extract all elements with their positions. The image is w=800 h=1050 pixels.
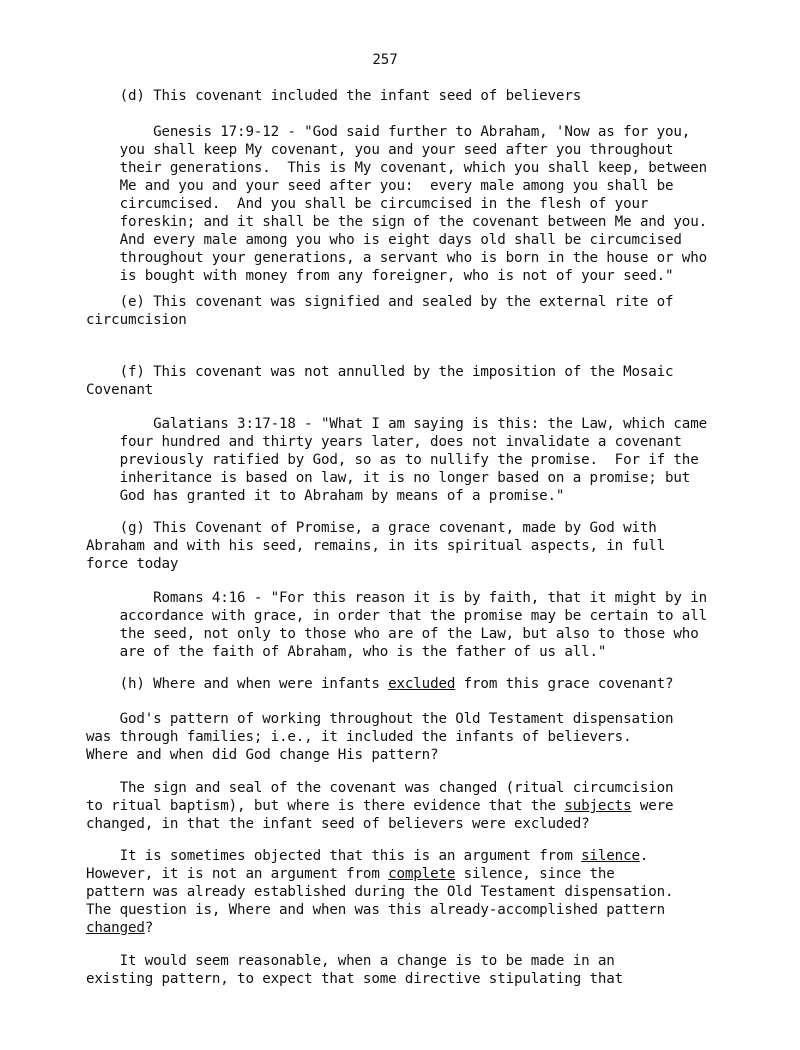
heading-d: (d) This covenant included the infant seed of believers bbox=[86, 88, 582, 104]
paragraph-silence-underlined-2: complete bbox=[388, 866, 456, 882]
heading-h-text: (h) Where and when were infants bbox=[86, 676, 389, 692]
paragraph-silence bbox=[86, 847, 786, 937]
paragraph-silence-underlined-3: changed bbox=[86, 920, 145, 936]
galatians-quote: Galatians 3:17-18 - "What I am saying is this: the Law, which came four hundred and thirty years later, does not invalidate a covenant previously ratified by God, so as to nullify the promise. For if the inheritance is based on law, it is no longer based on a promise; but God has granted it to Abraham by means of a promise." bbox=[119, 416, 707, 504]
genesis-quote: Genesis 17:9-12 - "God said further to Abraham, 'Now as for you, you shall keep My covenant, you and your seed after you throughout their generations. This is My covenant, which you shall keep, between Me and you and your seed after you: every male among you shall be circumcised. And you shall be circumcised in the flesh of your foreskin; and it shall be the sign of the covenant between Me and you. And every male among you who is eight days old shall be circumcised throughout your generations, a servant who is born in the house or who is bought with money from any foreigner, who is not of your seed." bbox=[119, 124, 707, 284]
heading-h-text-end: from this grace covenant? bbox=[455, 676, 674, 692]
heading-h bbox=[86, 675, 786, 693]
paragraph-silence-text-3: silence, since the pattern was already established during the Old Testament dispensation. The question is, Where and when was this already-accomplished pattern bbox=[86, 866, 674, 918]
paragraph-silence-text-4: ? bbox=[144, 920, 154, 936]
paragraph-sign-seal-text-end: were changed, in that the infant seed of believers were excluded? bbox=[86, 798, 674, 832]
paragraph-silence-text-2: . However, it is not an argument from bbox=[86, 848, 649, 882]
heading-h-underlined: excluded bbox=[388, 676, 456, 692]
paragraph-sign-seal-underlined: subjects bbox=[564, 798, 632, 814]
paragraph-silence-underlined-1: silence bbox=[581, 848, 640, 864]
paragraph-reasonable: It would seem reasonable, when a change is to be made in an existing pattern, to expect that some directive stipulating that bbox=[86, 953, 624, 987]
page-number: 257 bbox=[372, 52, 398, 68]
paragraph-sign-seal bbox=[86, 779, 786, 833]
romans-quote: Romans 4:16 - "For this reason it is by faith, that it might by in accordance with grace, in order that the promise may be certain to all the seed, not only to those who are of the Law, but also to those who are of the faith of Abraham, who is the father of us all." bbox=[119, 590, 707, 660]
heading-f: (f) This covenant was not annulled by the imposition of the Mosaic Covenant bbox=[86, 364, 674, 398]
paragraph-silence-text-1: It is sometimes objected that this is an argument from bbox=[86, 848, 582, 864]
paragraph-sign-seal-text: The sign and seal of the covenant was changed (ritual circumcision to ritual baptism), but where is there evidence that the bbox=[86, 780, 674, 814]
heading-e: (e) This covenant was signified and sealed by the external rite of circumcision bbox=[86, 294, 674, 328]
heading-g: (g) This Covenant of Promise, a grace covenant, made by God with Abraham and with his seed, remains, in its spiritual aspects, in full force today bbox=[86, 520, 666, 572]
paragraph-pattern: God's pattern of working throughout the Old Testament dispensation was through families; i.e., it included the infants of believers. Where and when did God change His pattern? bbox=[86, 711, 674, 763]
